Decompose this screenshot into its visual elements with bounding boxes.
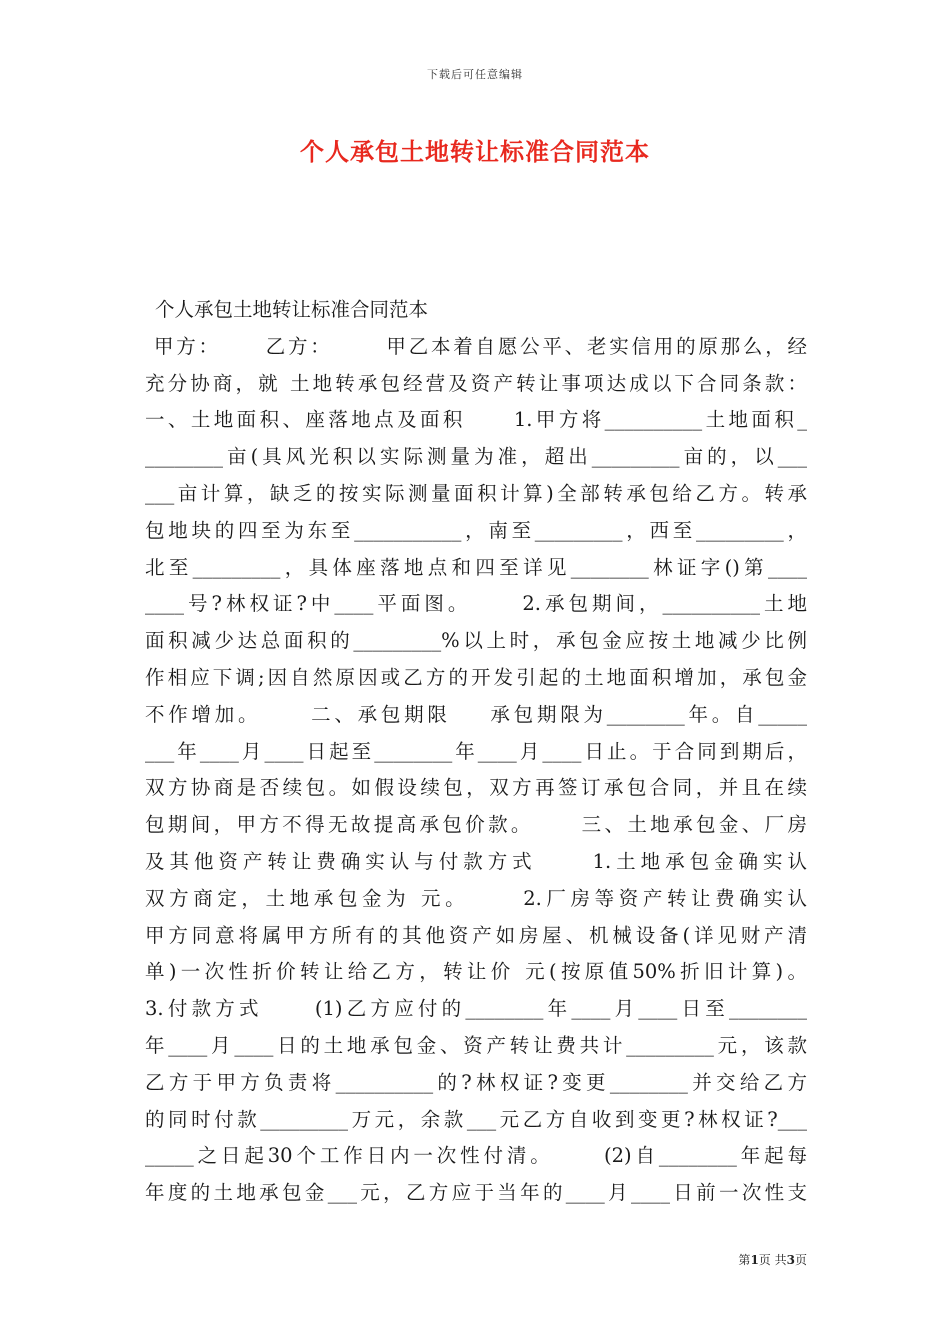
body-line: ___亩计算，缺乏的按实际测量面积计算)全部转承包给乙方。转承 bbox=[145, 481, 807, 505]
body-line: 的同时付款_________万元，余款___元乙方自收到变更?林权证?___ bbox=[145, 1107, 807, 1131]
body-line: _____之日起30个工作日内一次性付清。 (2)自________年起每 bbox=[145, 1144, 807, 1168]
document-body bbox=[145, 292, 807, 1212]
body-line: 双方协商是否续包。如假设续包，双方再签订承包合同，并且在续 bbox=[145, 776, 807, 800]
body-line: 双方商定，土地承包金为 元。 2.厂房等资产转让费确实认 bbox=[145, 886, 807, 910]
body-line: 年____月____日的土地承包金、资产转让费共计_________元，该款 bbox=[145, 1033, 807, 1057]
body-line: 甲方同意将属甲方所有的其他资产如房屋、机械设备(详见财产清 bbox=[145, 923, 807, 947]
body-line: 不作增加。 二、承包期限 承包期限为________年。自_____ bbox=[145, 702, 807, 726]
document-title: 个人承包土地转让标准合同范本 bbox=[300, 137, 650, 166]
current-page: 1 bbox=[750, 1253, 759, 1267]
body-line: 面积减少达总面积的_________%以上时，承包金应按土地减少比例 bbox=[145, 629, 807, 653]
body-line: 北至_________，具体座落地点和四至详见________林证字()第____ bbox=[145, 555, 807, 579]
body-line: 作相应下调;因自然原因或乙方的开发引起的土地面积增加，承包金 bbox=[145, 665, 807, 689]
body-line: 充分协商，就 土地转承包经营及资产转让事项达成以下合同条款： bbox=[145, 371, 807, 395]
body-line: ____号?林权证?中____平面图。 2.承包期间，__________土地 bbox=[145, 592, 807, 616]
body-line: 3.付款方式 (1)乙方应付的________年____月____日至________ bbox=[145, 997, 807, 1021]
page-middle: 页 共 bbox=[758, 1253, 787, 1267]
page-prefix: 第 bbox=[738, 1253, 751, 1267]
body-line: 单)一次性折价转让给乙方，转让价 元(按原值50%折旧计算)。 bbox=[145, 960, 807, 984]
body-line: 个人承包土地转让标准合同范本 bbox=[155, 298, 429, 321]
page-number bbox=[738, 1251, 807, 1268]
body-line: ___年____月____日起至________年____月____日止。于合同到期后， bbox=[145, 739, 807, 763]
body-line: 及其他资产转让费确实认与付款方式 1.土地承包金确实认 bbox=[145, 849, 807, 873]
body-line: 包地块的四至为东至___________，南至_________，西至_________， bbox=[145, 518, 807, 542]
body-line: 甲方： 乙方： 甲乙本着自愿公平、老实信用的原那么，经 bbox=[145, 334, 807, 358]
total-pages: 3 bbox=[786, 1253, 795, 1267]
header-note: 下载后可任意编辑 bbox=[427, 68, 523, 81]
body-line: 包期间，甲方不得无故提高承包价款。 三、土地承包金、厂房 bbox=[145, 813, 807, 837]
body-line: 年度的土地承包金___元，乙方应于当年的____月____日前一次性支 bbox=[145, 1181, 807, 1205]
body-line: 一、土地面积、座落地点及面积 1.甲方将__________土地面积_ bbox=[145, 408, 807, 432]
page-suffix: 页 bbox=[794, 1253, 807, 1267]
body-line: ________亩(具风光积以实际测量为准，超出_________亩的，以___ bbox=[145, 445, 807, 469]
body-line: 乙方于甲方负责将__________的?林权证?变更________并交给乙方 bbox=[145, 1070, 807, 1094]
